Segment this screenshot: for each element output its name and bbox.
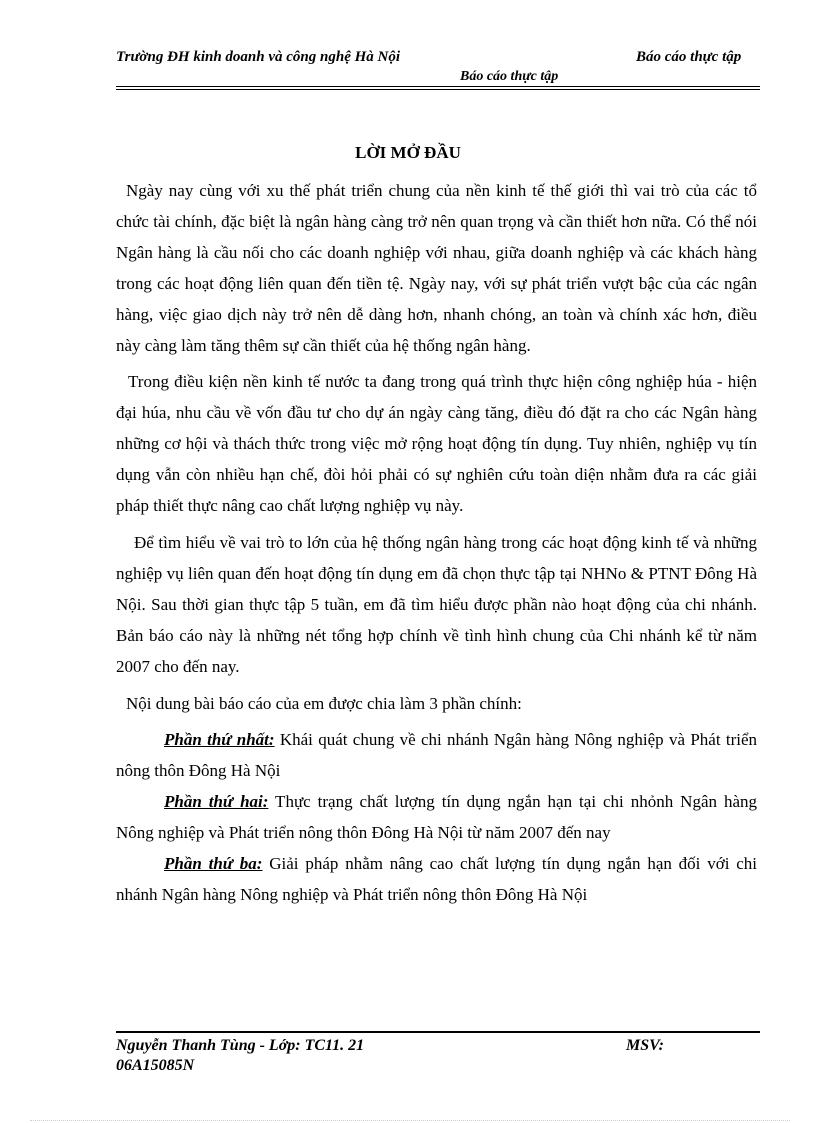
part-one-text: Khái quát chung về chi nhánh Ngân hàng Nông nghiệp và Phát triển nông thôn Đông Hà Nội [116,730,758,781]
header-rule-top [116,86,760,87]
header-report-label-center: Báo cáo thực tập [460,69,559,84]
part-one-label: Phần thứ nhất: [164,730,275,750]
part-three-text: Giải pháp nhằm nâng cao chất lượng tín dụng ngắn hạn đối với chi nhánh Ngân hàng Nông nghiệp và Phát triển nông thôn Đông Hà Nội [116,854,758,904]
part-two-label: Phần thứ hai: [164,792,269,812]
footer-msv-label: MSV: [626,1037,664,1054]
part-three [116,849,757,911]
part-one [116,725,757,787]
paragraph-intro: Ngày nay cùng với xu thế phát triển chung của nền kinh tế thế giới thì vai trò của các tổ chức tài chính, đặc biệt là ngân hàng càng trở nên quan trọng và cần thiết hơn nữa. Có thể nói Ngân hàng là cầu nối cho các doanh nghiệp với nhau, giữa doanh nghiệp và các khách hàng trong các hoạt động liên quan đến tiền tệ. Ngày nay, với sự phát triển vượt bậc của các ngân hàng, việc giao dịch này trở nên dễ dàng hơn, nhanh chóng, an toàn và chính xác hơn, điều này càng làm tăng thêm sự cần thiết của hệ thống ngân hàng. [116,181,757,355]
part-three-label: Phần thứ ba: [164,854,263,874]
page-bottom-dotted-rule [30,1120,790,1121]
paragraph-context: Trong điều kiện nền kinh tế nước ta đang trong quá trình thực hiện công nghiệp húa - hiện đại húa, nhu cầu về vốn đầu tư cho dự án ngày càng tăng, điều đó đặt ra cho các Ngân hàng những cơ hội và thách thức trong việc mở rộng hoạt động tín dụng. Tuy nhiên, nghiệp vụ tín dụng vẫn còn nhiều hạn chế, đòi hỏi phải có sự nghiên cứu toàn diện nhằm đưa ra các giải pháp thiết thực nâng cao chất lượng nghiệp vụ này. [116,372,757,516]
header-report-label: Báo cáo thực tập [636,49,742,65]
footer-msv-code: 06A15085N [116,1057,195,1074]
paragraph-structure: Nội dung bài báo cáo của em được chia làm 3 phần chính: [126,693,522,713]
part-two-text: Thực trạng chất lượng tín dụng ngắn hạn tại chi nhỏnh Ngân hàng Nông nghiệp và Phát triển nông thôn Đông Hà Nội từ năm 2007 đến nay [116,792,757,843]
part-two [116,787,757,849]
page-title: LỜI MỞ ĐẦU [355,143,461,162]
header-rule-bottom [116,89,760,90]
paragraph-purpose: Để tìm hiểu về vai trò to lớn của hệ thống ngân hàng trong các hoạt động kinh tế và những nghiệp vụ liên quan đến hoạt động tín dụng em đã chọn thực tập tại NHNo & PTNT Đông Hà Nội. Sau thời gian thực tập 5 tuần, em đã tìm hiểu được phần nào hoạt động của chi nhánh. Bản báo cáo này là những nét tổng hợp chính về tình hình chung của Chi nhánh kể từ năm 2007 cho đến nay. [116,532,757,676]
document-body [116,176,757,911]
footer-rule [116,1031,760,1033]
footer-student: Nguyễn Thanh Tùng - Lớp: TC11. 21 [116,1037,365,1054]
header-school-name: Trường ĐH kinh doanh và công nghệ Hà Nội [116,49,401,65]
